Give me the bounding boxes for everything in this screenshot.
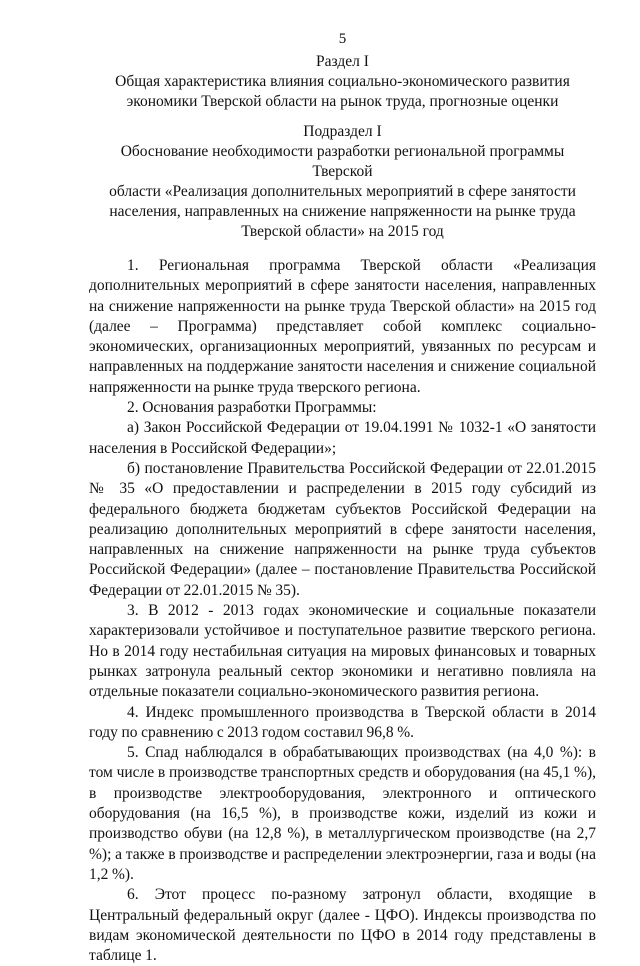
page-number: 5: [338, 31, 347, 47]
subsection-title-line-4: Тверской области» на 2015 год: [241, 223, 444, 240]
paragraph-5: 5. Спад наблюдался в обрабатывающих производствах (на 4,0 %): в том числе в производстве транспортных средств и оборудования (на 45,1 %), в производстве электрооборудования, электронного и оптического оборудования (на 16,5 %), в производстве кожи, изделий из кожи и производство обуви (на 12,8 %), в металлургическом производстве (на 2,7 %); а также в производстве и распределении электроэнергии, газа и воды (на 1,2 %).: [89, 744, 596, 883]
paragraph-1: 1. Региональная программа Тверской области «Реализация дополнительных мероприятий в сфере занятости населения, направленных на снижение напряженности на рынке труда Тверской области» на 2015 год (далее – Программа) представляет собой комплекс социально-экономических, организационных мероприятий, увязанных по ресурсам и направленных на поддержание занятости населения и снижение социальной напряженности на рынке труда тверского региона.: [89, 257, 596, 396]
subsection-title-line-3: населения, направленных на снижение напряженности на рынке труда: [109, 203, 576, 220]
paragraph-2b: б) постановление Правительства Российской Федерации от 22.01.2015 № 35 «О предоставлении и распределении в 2015 году субсидий из федерального бюджета бюджетам субъектов Российской Федерации на реализацию дополнительных мероприятий в сфере занятости населения, направленных на снижение напряженности на рынке труда субъектов Российской Федерации» (далее – постановление Правительства Российской Федерации от 22.01.2015 № 35).: [89, 459, 596, 599]
subsection-heading: [89, 122, 596, 242]
paragraph-6: 6. Этот процесс по-разному затронул области, входящие в Центральный федеральный округ (далее - ЦФО). Индексы производства по видам экономической деятельности по ЦФО в 2014 году представлены в таблице 1.: [89, 886, 596, 965]
subsection-title-line-2: области «Реализация дополнительных мероприятий в сфере занятости: [109, 183, 576, 200]
section-title-line-1: Общая характеристика влияния социально-экономического развития: [115, 73, 570, 90]
paragraph-4: 4. Индекс промышленного производства в Тверской области в 2014 году по сравнению с 2013 годом составил 96,8 %.: [89, 703, 596, 741]
paragraph-2: 2. Основания разработки Программы:: [127, 399, 377, 417]
section-title-line-2: экономики Тверской области на рынок труда, прогнозные оценки: [126, 93, 559, 110]
subsection-label: Подраздел I: [303, 123, 382, 140]
paragraph-3: 3. В 2012 - 2013 годах экономические и социальные показатели характеризовали устойчивое и поступательное развитие тверского региона. Но в 2014 году нестабильная ситуация на мировых финансовых и товарных рынках затронула реальный сектор экономики и негативно повлияла на отдельные показатели социально-экономического развития региона.: [89, 602, 596, 701]
paragraph-2a: а) Закон Российской Федерации от 19.04.1991 № 1032-1 «О занятости населения в Российской Федерации»;: [89, 419, 596, 457]
body-text: [89, 256, 596, 966]
section-heading: [89, 52, 596, 112]
subsection-title-line-1: Обоснование необходимости разработки региональной программы Тверской: [120, 143, 565, 180]
section-label: Раздел I: [316, 53, 369, 70]
document-page: [89, 30, 596, 966]
